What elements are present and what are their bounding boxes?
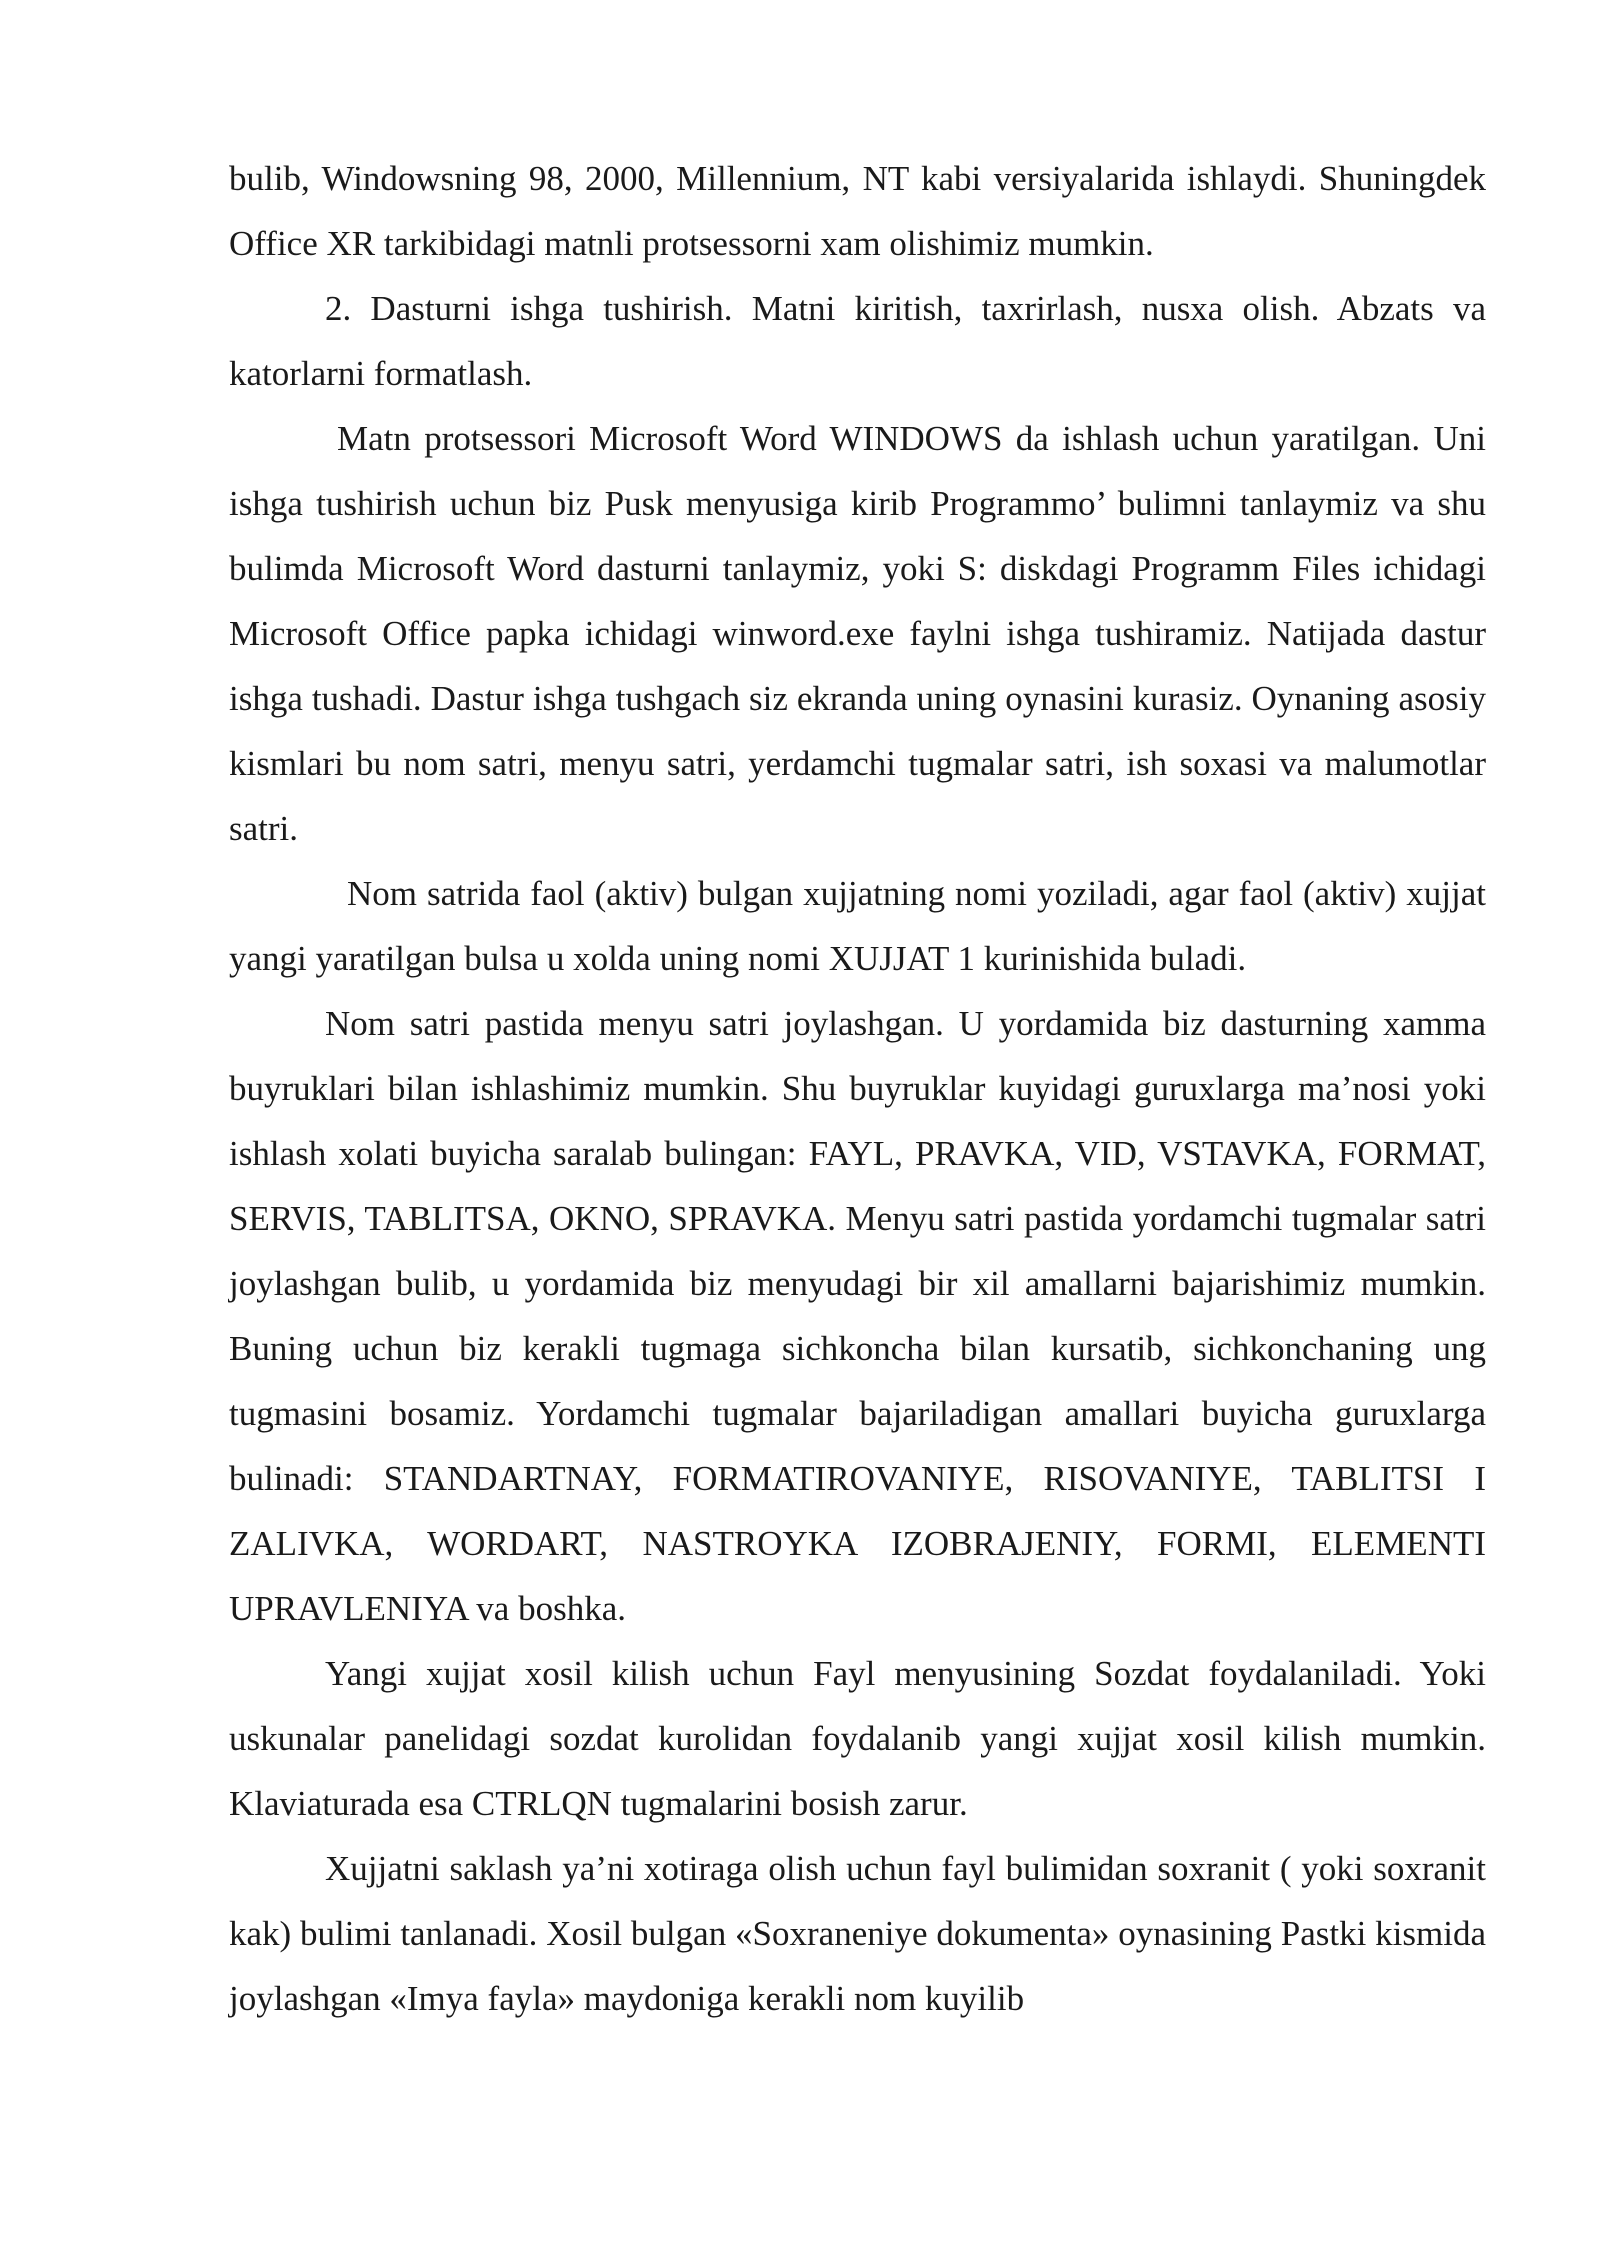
paragraph-word-intro: Matn protsessori Microsoft Word WINDOWS da ishlash uchun yaratilgan. Uni ishga tushirish uchun biz Pusk menyusiga kirib Programmo’ bulimni tanlaymiz va shu bulimda Microsoft Word dasturni tanlaymiz, yoki S: diskdagi Programm Files ichidagi Microsoft Office papka ichidagi winword.exe faylni ishga tushiramiz. Natijada dastur ishga tushadi. Dastur ishga tushgach siz ekranda uning oynasini kurasiz. Oynaning asosiy kismlari bu nom satri, menyu satri, yerdamchi tugmalar satri, ish soxasi va malumotlar satri. <box>229 419 1486 848</box>
paragraph-continuation: bulib, Windowsning 98, 2000, Millennium, NT kabi versiyalarida ishlaydi. Shuningdek Office XR tarkibidagi matnli protsessorni xam olishimiz mumkin. <box>229 159 1486 263</box>
paragraph-save-document: Xujjatni saklash ya’ni xotiraga olish uchun fayl bulimidan soxranit ( yoki soxranit kak) bulimi tanlanadi. Xosil bulgan «Soxraneniye dokumenta» oynasining Pastki kismida joylashgan «Imya fayla» maydoniga kerakli nom kuyilib <box>229 1849 1486 2018</box>
paragraph-section-heading: 2. Dasturni ishga tushirish. Matni kiritish, taxrirlash, nusxa olish. Abzats va katorlarni formatlash. <box>229 289 1486 393</box>
paragraph-new-document: Yangi xujjat xosil kilish uchun Fayl menyusining Sozdat foydalaniladi. Yoki uskunalar panelidagi sozdat kurolidan foydalanib yangi xujjat xosil kilish mumkin. Klaviaturada esa CTRLQN tugmalarini bosish zarur. <box>229 1654 1486 1823</box>
paragraph-menu-bar: Nom satri pastida menyu satri joylashgan. U yordamida biz dasturning xamma buyruklari bilan ishlashimiz mumkin. Shu buyruklar kuyidagi guruxlarga ma’nosi yoki ishlash xolati buyicha saralab bulingan: FAYL, PRAVKA, VID, VSTAVKA, FORMAT, SERVIS, TABLITSA, OKNO, SPRAVKA. Menyu satri pastida yordamchi tugmalar satri joylashgan bulib, u yordamida biz menyudagi bir xil amallarni bajarishimiz mumkin. Buning uchun biz kerakli tugmaga sichkoncha bilan kursatib, sichkonchaning ung tugmasini bosamiz. Yordamchi tugmalar bajariladigan amallari buyicha guruxlarga bulinadi: STANDARTNAY, FORMATIROVANIYE, RISOVANIYE, TABLITSI I ZALIVKA, WORDART, NASTROYKA IZOBRAJENIY, FORMI, ELEMENTI UPRAVLENIYA va boshka. <box>229 1004 1486 1628</box>
document-page <box>229 146 1486 2031</box>
paragraph-title-bar: Nom satrida faol (aktiv) bulgan xujjatning nomi yoziladi, agar faol (aktiv) xujjat yangi yaratilgan bulsa u xolda uning nomi XUJJAT 1 kurinishida buladi. <box>229 874 1486 978</box>
